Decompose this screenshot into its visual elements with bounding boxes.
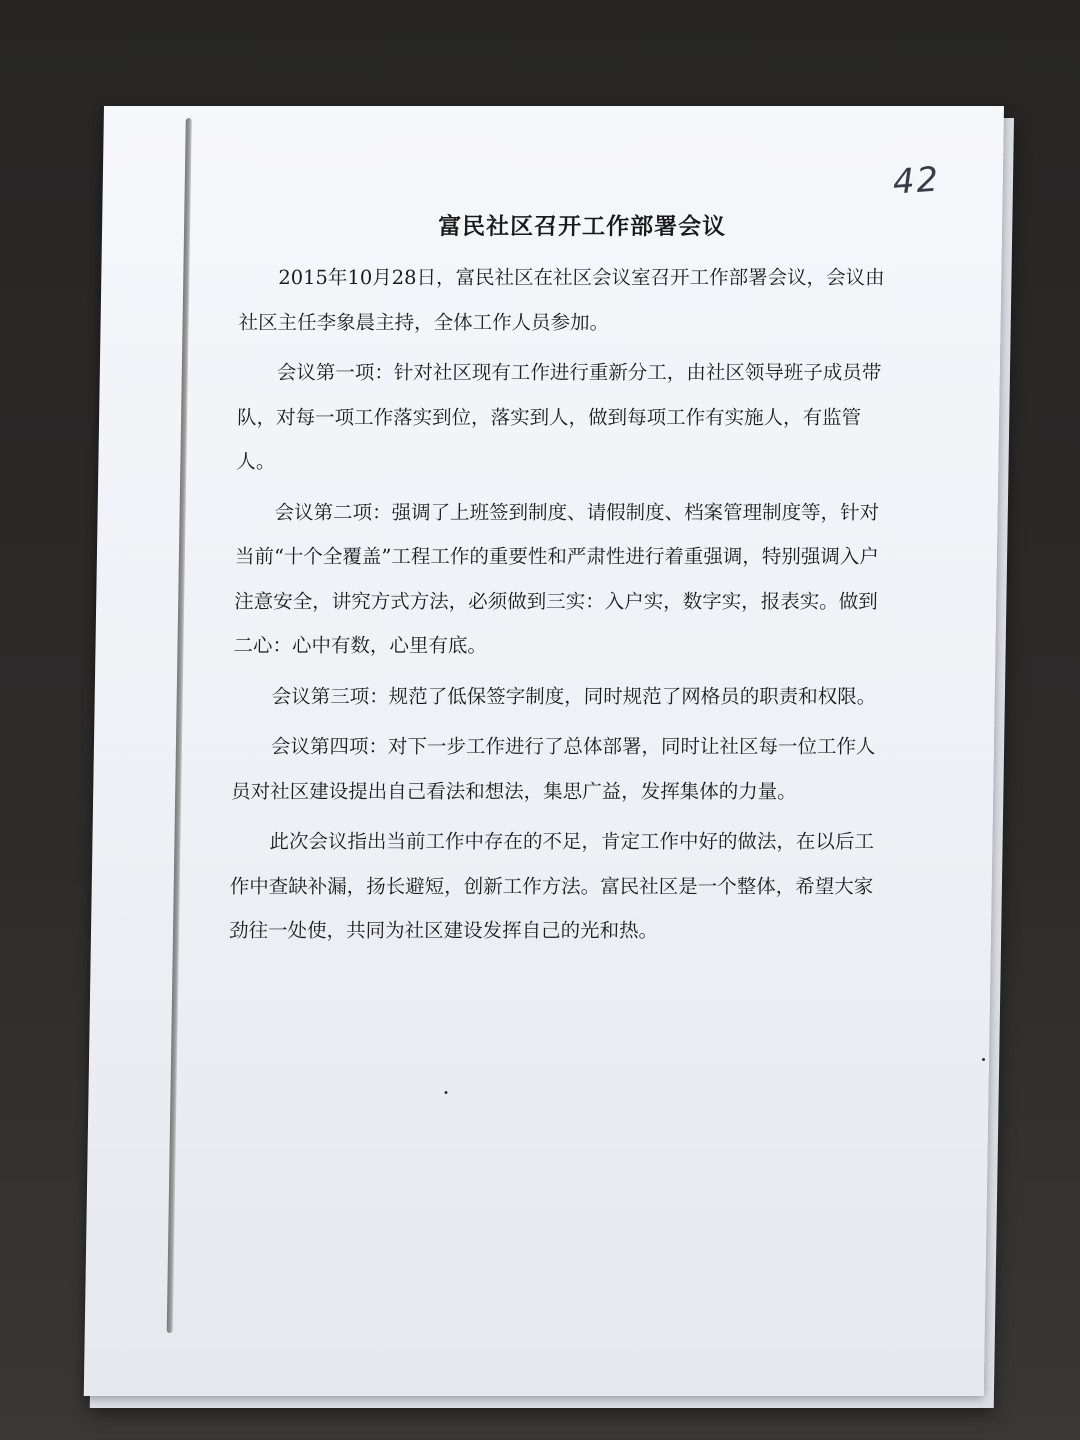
paragraph-intro: 2015年10月28日，富民社区在社区会议室召开工作部署会议，会议由社区主任李象晨主持，全体工作人员参加。: [238, 266, 885, 334]
paper-speck: [444, 1091, 447, 1094]
document-body: [229, 256, 900, 954]
paper-speck: [982, 1058, 985, 1061]
document-title: 富民社区召开工作部署会议: [437, 214, 727, 240]
paragraph-item-4: 会议第四项：对下一步工作进行了总体部署，同时让社区每一位工作人员对社区建设提出自己看法和想法，集思广益，发挥集体的力量。: [231, 735, 876, 803]
paragraph-item-2: 会议第二项：强调了上班签到制度、请假制度、档案管理制度等，针对当前“十个全覆盖”工程工作的重要性和严肃性进行着重强调，特别强调入户注意安全，讲究方式方法，必须做到三实：入户实，数字实，报表实。做到二心：心中有数，心里有底。: [233, 500, 880, 657]
document-page: [84, 106, 1004, 1396]
handwritten-page-number: 42: [891, 159, 942, 203]
binding-line: [167, 118, 192, 1333]
paragraph-conclusion: 此次会议指出当前工作中存在的不足，肯定工作中好的做法，在以后工作中查缺补漏，扬长避短，创新工作方法。富民社区是一个整体，希望大家劲往一处使，共同为社区建设发挥自己的光和热。: [228, 830, 875, 942]
paragraph-item-3: 会议第三项：规范了低保签字制度，同时规范了网格员的职责和权限。: [271, 684, 877, 708]
paragraph-item-1: 会议第一项：针对社区现有工作进行重新分工，由社区领导班子成员带队，对每一项工作落实到位，落实到人，做到每项工作有实施人，有监管人。: [236, 361, 882, 473]
